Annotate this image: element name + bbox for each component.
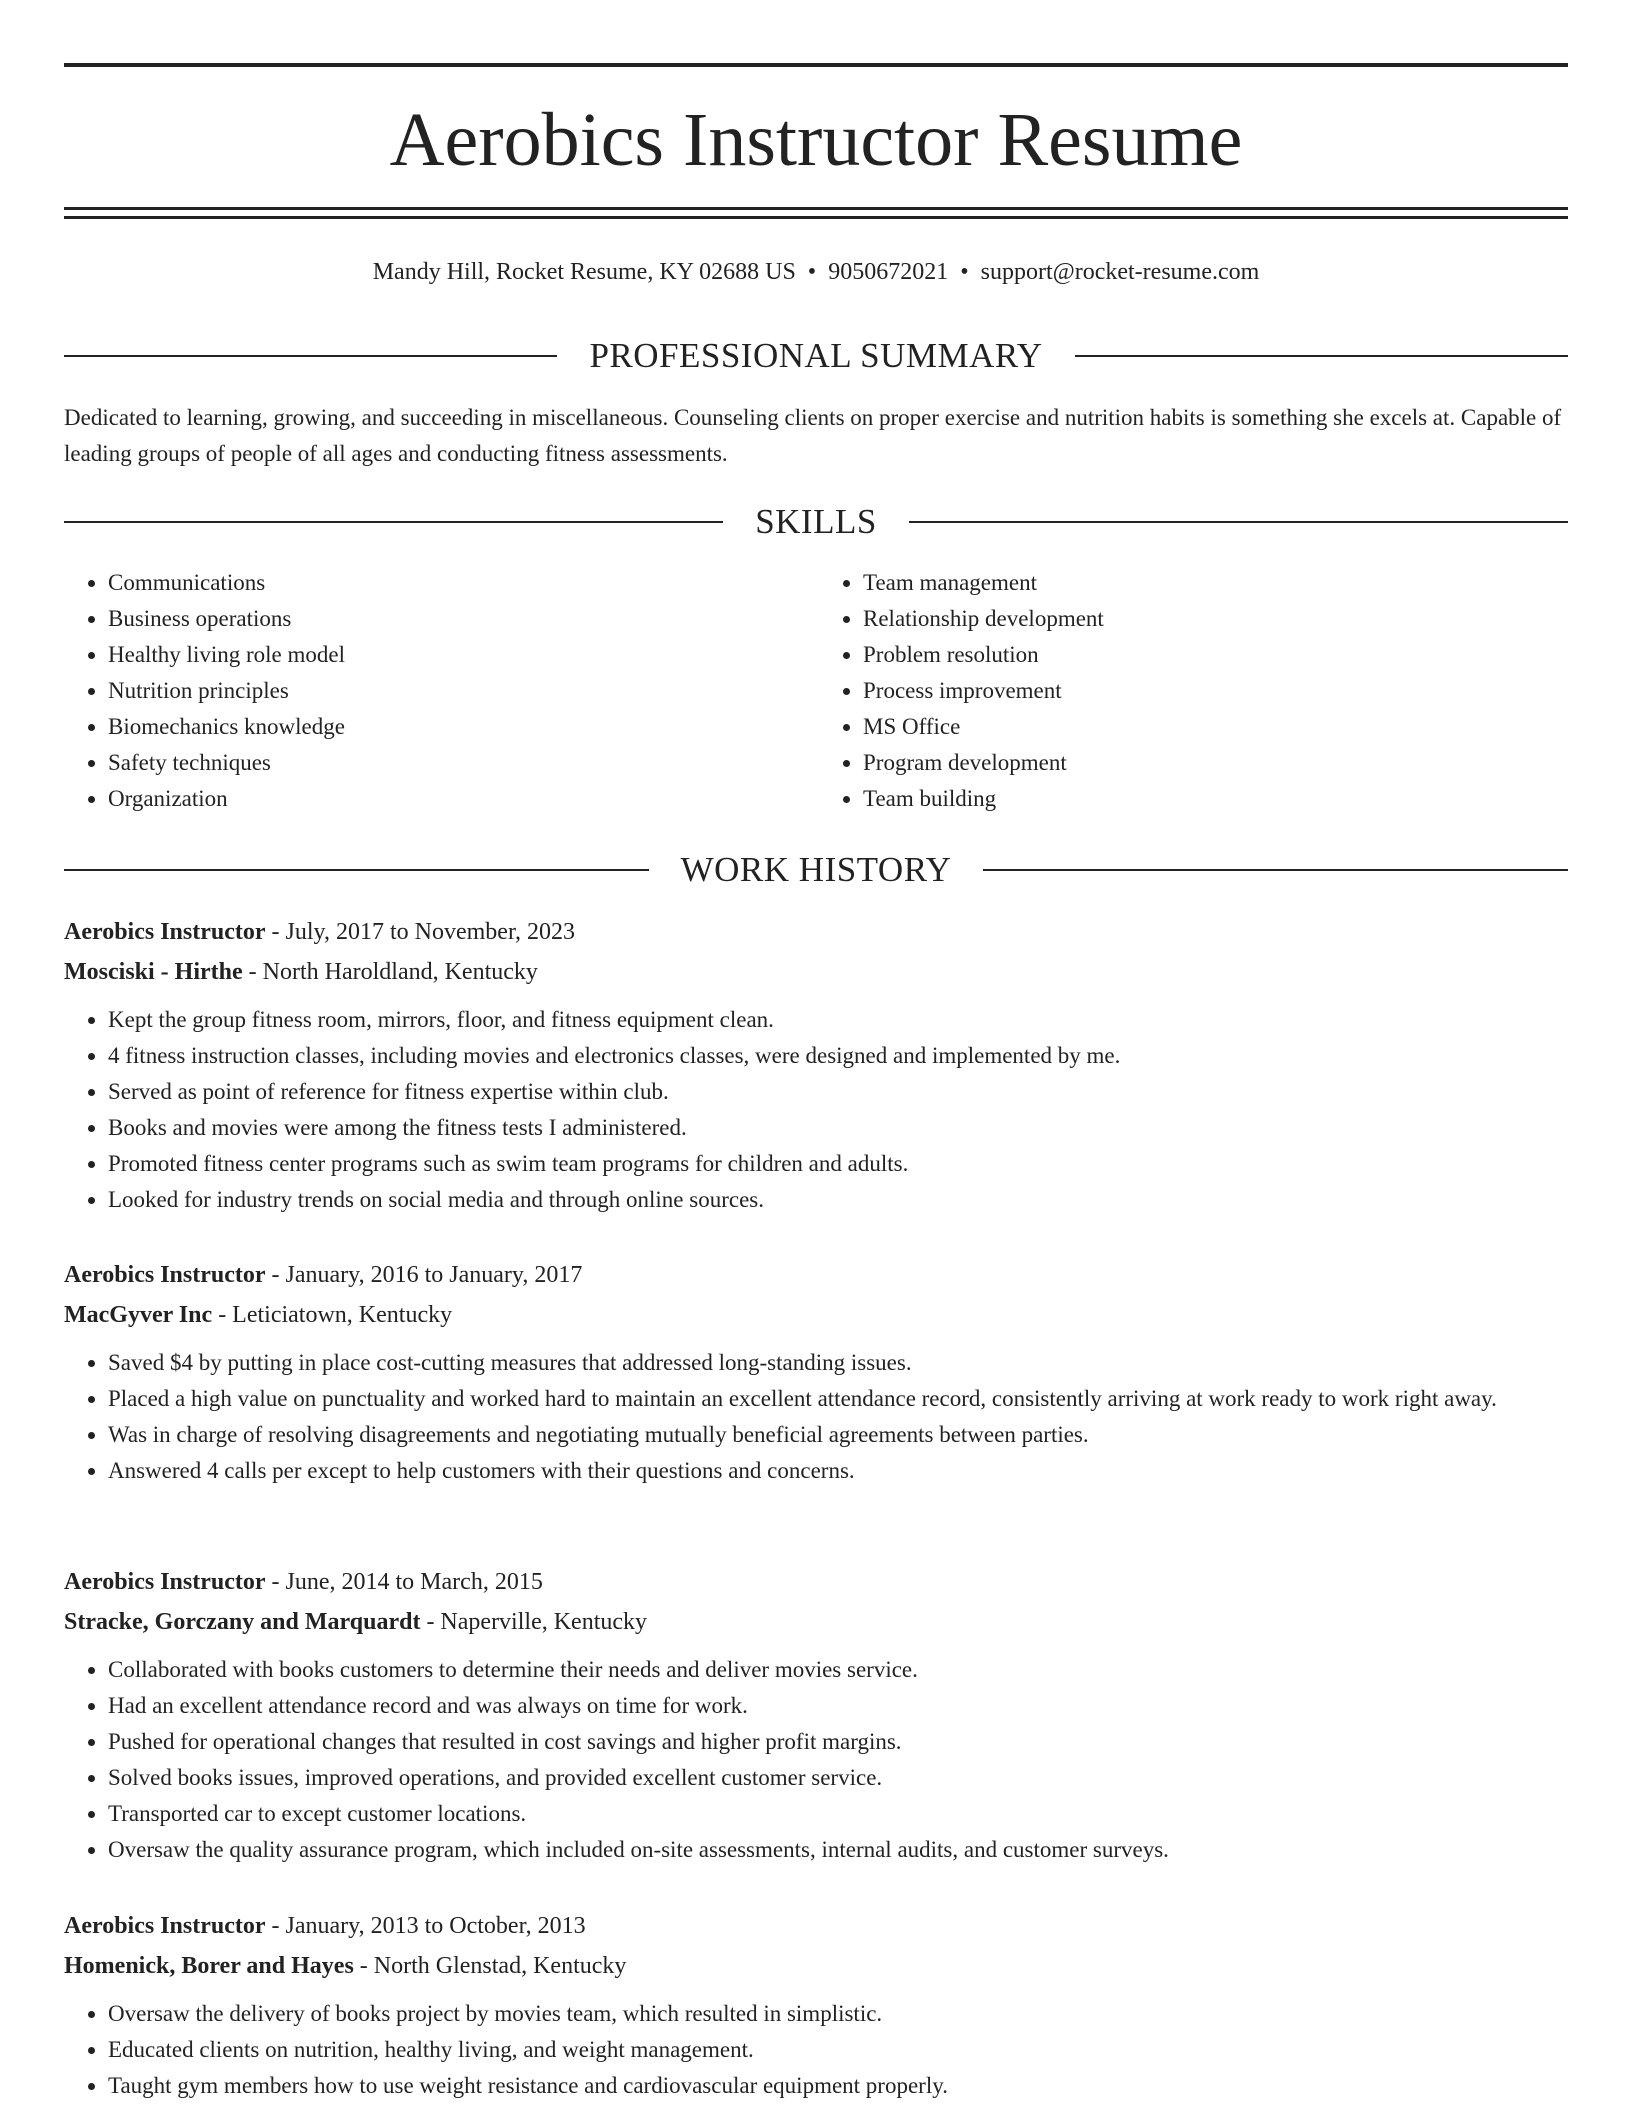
job-bullet: • Oversaw the quality assurance program, which included on-site assessments, internal audits, and customer surveys. bbox=[108, 1832, 1568, 1868]
title-rule-upper bbox=[64, 207, 1568, 210]
job-bullets bbox=[64, 1345, 1568, 1489]
job-location: - North Glenstad, Kentucky bbox=[353, 1953, 627, 1979]
skills-list bbox=[64, 565, 1568, 817]
job-company: Homenick, Borer and Hayes bbox=[64, 1953, 354, 1979]
top-rule bbox=[64, 63, 1568, 67]
job-bullet: • Answered 4 calls per except to help customers with their questions and concerns. bbox=[108, 1453, 1568, 1489]
section-rule-right bbox=[1075, 355, 1568, 357]
job-bullet: • Served as point of reference for fitness expertise within club. bbox=[108, 1074, 1568, 1110]
job-bullet: • Collaborated with books customers to determine their needs and deliver movies service. bbox=[108, 1652, 1568, 1688]
job-company-line bbox=[64, 952, 1568, 992]
job-title-line bbox=[64, 1906, 1568, 1946]
section-rule-left bbox=[64, 521, 723, 523]
section-title-summary: PROFESSIONAL SUMMARY bbox=[589, 336, 1043, 375]
contact-phone: 9050672021 bbox=[828, 259, 949, 285]
job-bullet: • Kept the group fitness room, mirrors, floor, and fitness equipment clean. bbox=[108, 1002, 1568, 1038]
contact-line bbox=[64, 254, 1568, 290]
page-title: Aerobics Instructor Resume bbox=[389, 98, 1243, 182]
job-title: Aerobics Instructor bbox=[64, 1913, 266, 1939]
job-bullet: • Solved books issues, improved operations, and provided excellent customer service. bbox=[108, 1760, 1568, 1796]
summary-text: Dedicated to learning, growing, and succeeding in miscellaneous. Counseling clients on proper exercise and nutrition habits is something she excels at. Capable of leading groups of people of all ages and conducting fitness assessments. bbox=[64, 405, 1562, 466]
skills-column-left bbox=[64, 565, 813, 817]
skill-item: • Healthy living role model bbox=[108, 637, 813, 673]
skill-item: • Team management bbox=[863, 565, 1568, 601]
job-title-line bbox=[64, 1562, 1568, 1602]
skill-item: • Process improvement bbox=[863, 673, 1568, 709]
job-entry bbox=[64, 1562, 1568, 1868]
job-bullets bbox=[64, 1652, 1568, 1868]
job-entry bbox=[64, 1255, 1568, 1489]
section-rule-left bbox=[64, 355, 557, 357]
job-title: Aerobics Instructor bbox=[64, 919, 266, 945]
job-bullet: • Looked for industry trends on social media and through online sources. bbox=[108, 1182, 1568, 1218]
job-company: MacGyver Inc bbox=[64, 1302, 213, 1328]
job-bullets bbox=[64, 1002, 1568, 1218]
section-header-summary bbox=[64, 334, 1568, 378]
job-bullet: • Placed a high value on punctuality and worked hard to maintain an excellent attendance record, consistently arriving at work ready to work right away. bbox=[108, 1381, 1568, 1417]
skill-item: • Team building bbox=[863, 781, 1568, 817]
skill-item: • Biomechanics knowledge bbox=[108, 709, 813, 745]
job-entry bbox=[64, 1906, 1568, 2104]
job-company-line bbox=[64, 1946, 1568, 1986]
job-location: - Naperville, Kentucky bbox=[420, 1609, 648, 1635]
skill-item: • Relationship development bbox=[863, 601, 1568, 637]
skills-column-right bbox=[813, 565, 1568, 817]
skill-item: • Safety techniques bbox=[108, 745, 813, 781]
job-bullet: • Educated clients on nutrition, healthy living, and weight management. bbox=[108, 2032, 1568, 2068]
job-company-line bbox=[64, 1295, 1568, 1335]
section-title-work-history: WORK HISTORY bbox=[680, 850, 952, 889]
skill-item: • Program development bbox=[863, 745, 1568, 781]
job-company-line bbox=[64, 1602, 1568, 1642]
job-bullet: • Had an excellent attendance record and was always on time for work. bbox=[108, 1688, 1568, 1724]
job-bullet: • Oversaw the delivery of books project by movies team, which resulted in simplistic. bbox=[108, 1996, 1568, 2032]
job-title: Aerobics Instructor bbox=[64, 1262, 266, 1288]
job-location: - Leticiatown, Kentucky bbox=[212, 1302, 453, 1328]
job-bullet: • Was in charge of resolving disagreements and negotiating mutually beneficial agreements between parties. bbox=[108, 1417, 1568, 1453]
section-rule-left bbox=[64, 869, 649, 871]
job-title-line bbox=[64, 912, 1568, 952]
job-company: Stracke, Gorczany and Marquardt bbox=[64, 1609, 421, 1635]
contact-separator: • bbox=[960, 259, 969, 285]
job-bullet: • Transported car to except customer locations. bbox=[108, 1796, 1568, 1832]
job-bullet: • Books and movies were among the fitness tests I administered. bbox=[108, 1110, 1568, 1146]
skill-item: • Problem resolution bbox=[863, 637, 1568, 673]
contact-email: support@rocket-resume.com bbox=[980, 259, 1260, 285]
job-bullet: • Promoted fitness center programs such as swim team programs for children and adults. bbox=[108, 1146, 1568, 1182]
job-bullet: • Saved $4 by putting in place cost-cutting measures that addressed long-standing issues. bbox=[108, 1345, 1568, 1381]
job-dates: - June, 2014 to March, 2015 bbox=[265, 1569, 543, 1595]
job-dates: - July, 2017 to November, 2023 bbox=[265, 919, 575, 945]
skill-item: • Nutrition principles bbox=[108, 673, 813, 709]
job-title: Aerobics Instructor bbox=[64, 1569, 266, 1595]
job-bullets bbox=[64, 1996, 1568, 2104]
job-location: - North Haroldland, Kentucky bbox=[242, 959, 538, 985]
section-rule-right bbox=[909, 521, 1568, 523]
skill-item: • Organization bbox=[108, 781, 813, 817]
skill-item: • Business operations bbox=[108, 601, 813, 637]
job-entry bbox=[64, 912, 1568, 1218]
job-dates: - January, 2013 to October, 2013 bbox=[265, 1913, 586, 1939]
job-title-line bbox=[64, 1255, 1568, 1295]
skill-item: • MS Office bbox=[863, 709, 1568, 745]
job-bullet: • Taught gym members how to use weight resistance and cardiovascular equipment properly. bbox=[108, 2068, 1568, 2104]
job-dates: - January, 2016 to January, 2017 bbox=[265, 1262, 583, 1288]
section-rule-right bbox=[983, 869, 1568, 871]
job-bullet: • 4 fitness instruction classes, including movies and electronics classes, were designed and implemented by me. bbox=[108, 1038, 1568, 1074]
section-header-skills bbox=[64, 500, 1568, 544]
section-title-skills: SKILLS bbox=[755, 502, 877, 541]
contact-address: Mandy Hill, Rocket Resume, KY 02688 US bbox=[372, 259, 796, 285]
contact-separator: • bbox=[807, 259, 817, 285]
job-bullet: • Pushed for operational changes that resulted in cost savings and higher profit margins. bbox=[108, 1724, 1568, 1760]
job-company: Mosciski - Hirthe bbox=[64, 959, 243, 985]
title-rule-lower bbox=[64, 216, 1568, 219]
section-header-work-history bbox=[64, 848, 1568, 892]
skill-item: • Communications bbox=[108, 565, 813, 601]
